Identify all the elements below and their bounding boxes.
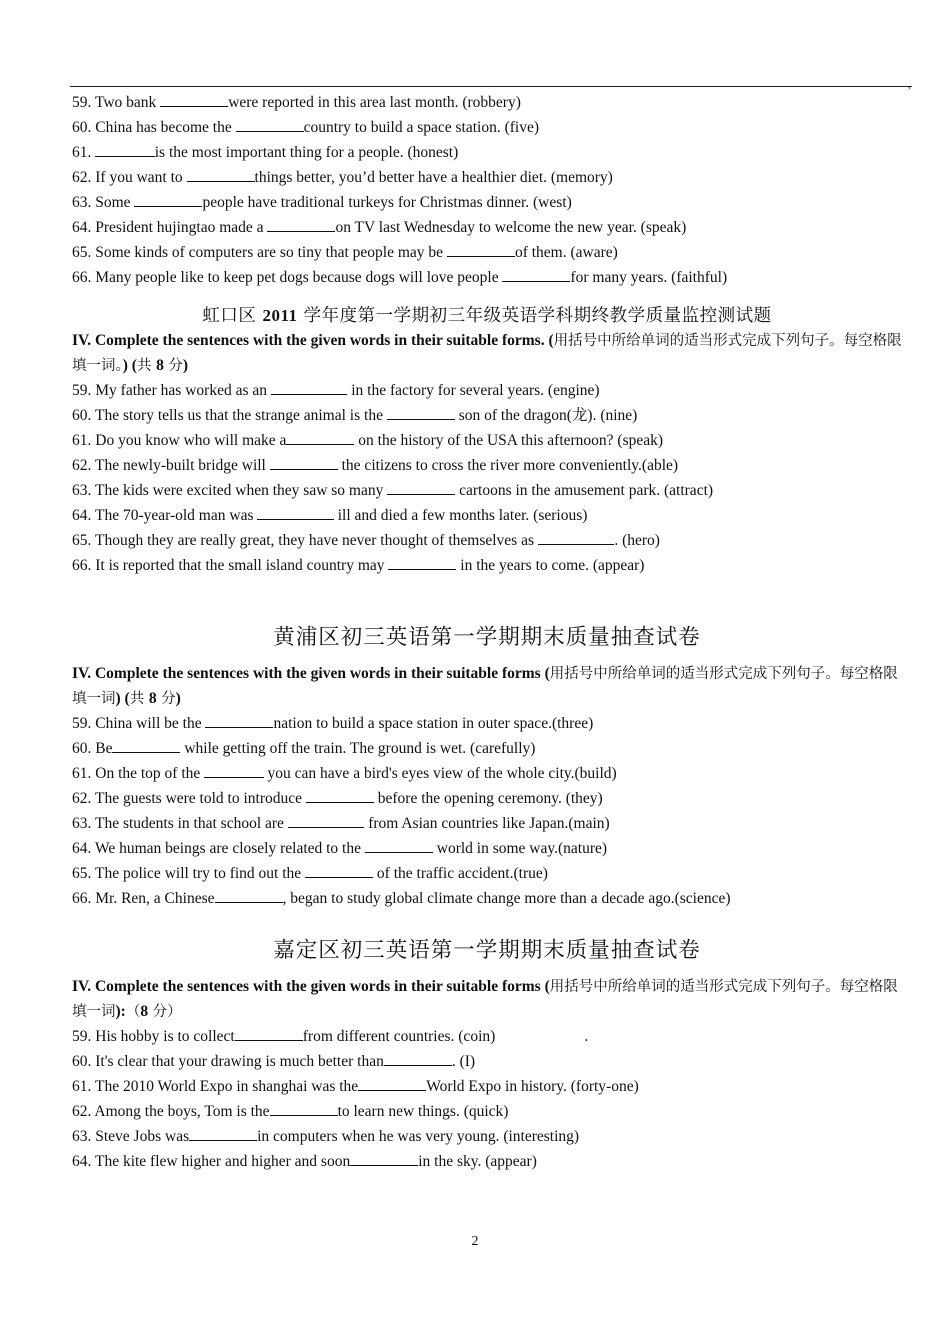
answer-blank[interactable] <box>358 1075 426 1091</box>
question-text-after: cartoons in the amusement park. (attract) <box>455 482 714 499</box>
question-line <box>72 115 902 140</box>
question-text-after: of them. (aware) <box>514 244 618 261</box>
question-text-after: from different countries. (coin) . <box>302 1028 589 1045</box>
question-text-after: to learn new things. (quick) <box>337 1103 509 1120</box>
answer-blank[interactable] <box>205 712 273 728</box>
question-line <box>72 528 902 553</box>
question-line <box>72 190 902 215</box>
answer-blank[interactable] <box>387 479 455 495</box>
question-text-after: of the traffic accident.(true) <box>373 865 548 882</box>
question-line <box>72 1099 902 1124</box>
question-line <box>72 1074 902 1099</box>
question-line <box>72 90 902 115</box>
question-text-after: in computers when he was very young. (interesting) <box>257 1128 580 1145</box>
question-text-after: from Asian countries like Japan.(main) <box>364 815 610 832</box>
question-line <box>72 1049 902 1074</box>
header-mark: , <box>908 80 911 91</box>
section-3-title: 黄浦区初三英语第一学期期末质量抽查试卷 <box>273 625 701 650</box>
section-2-list <box>72 378 902 578</box>
answer-blank[interactable] <box>204 762 264 778</box>
answer-blank[interactable] <box>267 216 335 232</box>
question-text-before: 60. It's clear that your drawing is much better than <box>72 1053 384 1070</box>
question-text-before: 66. Many people like to keep pet dogs because dogs will love people <box>72 269 503 286</box>
section-2-title: 虹口区 2011 学年度第一学期初三年级英语学科期终教学质量监控测试题 <box>202 306 772 326</box>
question-text-after: before the opening ceremony. (they) <box>373 790 603 807</box>
question-line <box>72 1024 902 1049</box>
question-line <box>72 165 902 190</box>
question-line <box>72 861 902 886</box>
question-line <box>72 1124 902 1149</box>
question-text-after: world in some way.(nature) <box>432 840 608 857</box>
question-line <box>72 711 902 736</box>
answer-blank[interactable] <box>270 1100 338 1116</box>
answer-blank[interactable] <box>236 116 304 132</box>
question-text-before: 65. Some kinds of computers are so tiny that people may be <box>72 244 447 261</box>
question-text-before: 62. The newly-built bridge will <box>72 457 270 474</box>
question-text-after: you can have a bird's eyes view of the whole city.(build) <box>263 765 617 782</box>
answer-blank[interactable] <box>305 862 373 878</box>
question-text-after: in the years to come. (appear) <box>456 557 645 574</box>
question-text-before: 60. China has become the <box>72 119 236 136</box>
answer-blank[interactable] <box>388 554 456 570</box>
question-text-after: in the sky. (appear) <box>418 1153 537 1170</box>
question-text-before: 61. Do you know who will make a <box>72 432 287 449</box>
question-text-after: is the most important thing for a people. (honest) <box>154 144 459 161</box>
question-text-before: 62. The guests were told to introduce <box>72 790 306 807</box>
answer-blank[interactable] <box>271 379 348 395</box>
answer-blank[interactable] <box>187 166 255 182</box>
question-text-before: 64. The 70-year-old man was <box>72 507 258 524</box>
question-text-before: 63. The students in that school are <box>72 815 288 832</box>
question-line <box>72 265 902 290</box>
answer-blank[interactable] <box>160 91 228 107</box>
question-line <box>72 428 902 453</box>
question-text-after: country to build a space station. (five) <box>303 119 540 136</box>
section-4-title: 嘉定区初三英语第一学期期末质量抽查试卷 <box>273 938 701 963</box>
question-text-after: . (hero) <box>614 532 660 549</box>
question-text-before: 66. It is reported that the small island country may <box>72 557 389 574</box>
answer-blank[interactable] <box>384 1050 452 1066</box>
question-text-after: on TV last Wednesday to welcome the new year. (speak) <box>335 219 687 236</box>
answer-blank[interactable] <box>112 737 180 753</box>
question-line <box>72 240 902 265</box>
question-text-after: people have traditional turkeys for Christmas dinner. (west) <box>202 194 572 211</box>
question-text-after: while getting off the train. The ground is wet. (carefully) <box>180 740 536 757</box>
question-text-before: 59. My father has worked as an <box>72 382 271 399</box>
question-text-before: 63. Some <box>72 194 135 211</box>
question-text-after: were reported in this area last month. (robbery) <box>228 94 521 111</box>
question-text-after: nation to build a space station in outer space.(three) <box>273 715 594 732</box>
question-line <box>72 761 902 786</box>
question-text-after: World Expo in history. (forty-one) <box>426 1078 639 1095</box>
answer-blank[interactable] <box>134 191 202 207</box>
section-3-list <box>72 711 902 911</box>
answer-blank[interactable] <box>286 429 354 445</box>
question-text-before: 64. The kite flew higher and higher and soon <box>72 1153 351 1170</box>
question-text-after: things better, you’d better have a healthier diet. (memory) <box>254 169 613 186</box>
question-text-before: 65. Though they are really great, they have never thought of themselves as <box>72 532 538 549</box>
question-line <box>72 553 902 578</box>
header-rule <box>70 86 912 87</box>
question-text-after: the citizens to cross the river more conveniently.(able) <box>337 457 679 474</box>
question-line <box>72 453 902 478</box>
answer-blank[interactable] <box>215 887 283 903</box>
question-text-before: 62. Among the boys, Tom is the <box>72 1103 270 1120</box>
question-text-before: 59. Two bank <box>72 94 161 111</box>
question-line <box>72 786 902 811</box>
section-4-list <box>72 1024 902 1174</box>
question-text-before: 62. If you want to <box>72 169 187 186</box>
question-text-before: 64. President hujingtao made a <box>72 219 268 236</box>
answer-blank[interactable] <box>387 404 455 420</box>
question-line <box>72 215 902 240</box>
question-text-after: for many years. (faithful) <box>570 269 728 286</box>
question-text-before: 64. We human beings are closely related to the <box>72 840 365 857</box>
answer-blank[interactable] <box>95 141 155 157</box>
section-3-instructions: IV. Complete the sentences with the given words in their suitable forms (用括号中所给单词的适当形式完成下列句子。每空格限填一词) (共 8 分) <box>72 665 898 707</box>
section-2-instructions: IV. Complete the sentences with the given words in their suitable forms. (用括号中所给单词的适当形式完成下列句子。每空格限填一词。) (共 8 分) <box>72 332 902 374</box>
question-line <box>72 836 902 861</box>
question-text-after: on the history of the USA this afternoon? (speak) <box>354 432 664 449</box>
question-text-before: 63. The kids were excited when they saw so many <box>72 482 388 499</box>
question-text-before: 63. Steve Jobs was <box>72 1128 190 1145</box>
answer-blank[interactable] <box>257 504 334 520</box>
question-text-before: 60. The story tells us that the strange animal is the <box>72 407 387 424</box>
question-text-before: 66. Mr. Ren, a Chinese <box>72 890 215 907</box>
question-text-after: son of the dragon(龙). (nine) <box>454 407 638 424</box>
question-text-before: 61. On the top of the <box>72 765 205 782</box>
answer-blank[interactable] <box>306 787 374 803</box>
section-1-list <box>72 90 902 290</box>
question-line <box>72 140 902 165</box>
question-text-before: 59. His hobby is to collect <box>72 1028 235 1045</box>
answer-blank[interactable] <box>189 1125 257 1141</box>
question-line <box>72 886 902 911</box>
answer-blank[interactable] <box>365 837 433 853</box>
question-text-after: , began to study global climate change more than a decade ago.(science) <box>282 890 731 907</box>
page-content <box>72 90 902 1174</box>
answer-blank[interactable] <box>288 812 365 828</box>
question-line <box>72 378 902 403</box>
answer-blank[interactable] <box>502 266 570 282</box>
answer-blank[interactable] <box>235 1025 303 1041</box>
question-text-before: 61. <box>72 144 96 161</box>
answer-blank[interactable] <box>447 241 515 257</box>
question-line <box>72 1149 902 1174</box>
question-text-before: 59. China will be the <box>72 715 206 732</box>
answer-blank[interactable] <box>270 454 338 470</box>
question-text-before: 65. The police will try to find out the <box>72 865 306 882</box>
question-line <box>72 811 902 836</box>
question-line <box>72 736 902 761</box>
question-text-after: . (I) <box>451 1053 476 1070</box>
question-text-after: in the factory for several years. (engine) <box>347 382 600 399</box>
question-line <box>72 403 902 428</box>
question-text-after: ill and died a few months later. (serious) <box>333 507 588 524</box>
question-text-before: 61. The 2010 World Expo in shanghai was the <box>72 1078 359 1095</box>
page-number: 2 <box>471 1234 479 1249</box>
question-line <box>72 503 902 528</box>
answer-blank[interactable] <box>538 529 615 545</box>
section-4-instructions: IV. Complete the sentences with the given words in their suitable forms (用括号中所给单词的适当形式完成下列句子。每空格限填一词):（8 分） <box>72 978 898 1020</box>
answer-blank[interactable] <box>350 1150 418 1166</box>
question-line <box>72 478 902 503</box>
question-text-before: 60. Be <box>72 740 113 757</box>
